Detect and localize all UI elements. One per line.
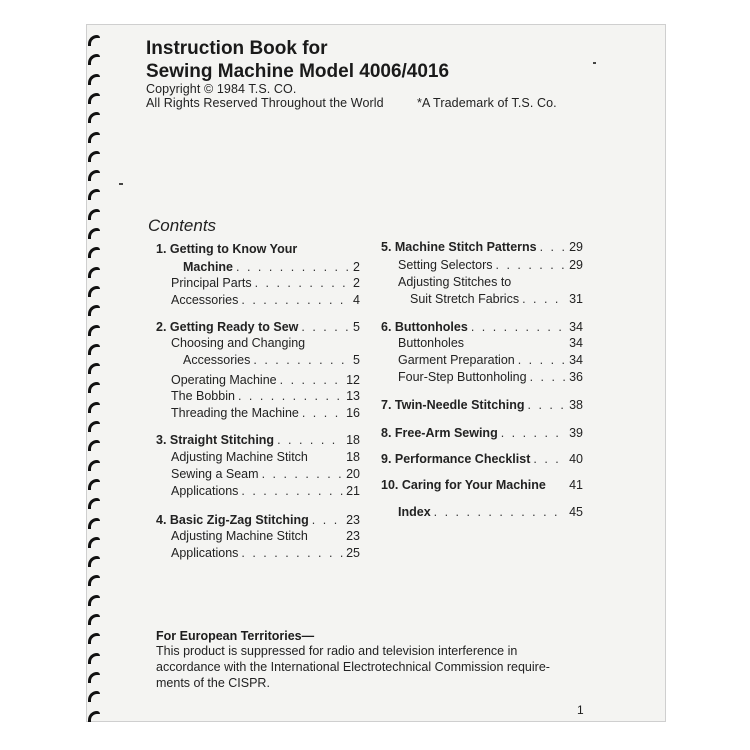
- binding-coil: [88, 189, 100, 200]
- notice-line: accordance with the International Electrotechnical Commission require-: [156, 660, 550, 674]
- rights-text: All Rights Reserved Throughout the World: [146, 96, 384, 110]
- toc-entry: [410, 292, 583, 306]
- toc-leader-dots: [434, 505, 566, 519]
- binding-coil: [88, 460, 100, 471]
- toc-entry-page: 38: [569, 398, 583, 412]
- binding-coil: [88, 93, 100, 104]
- binding-coil: [88, 267, 100, 278]
- toc-entry: [398, 353, 583, 367]
- binding-coil: [88, 518, 100, 529]
- toc-entry-page: 5: [353, 353, 360, 367]
- toc-entry-page: 16: [346, 406, 360, 420]
- toc-entry: [381, 426, 583, 440]
- toc-entry: [171, 529, 360, 543]
- toc-entry-page: 13: [346, 389, 360, 403]
- toc-entry-page: 36: [569, 370, 583, 384]
- toc-leader-dots: [301, 320, 350, 334]
- toc-entry: [171, 293, 360, 307]
- toc-entry-label: Threading the Machine: [171, 406, 299, 420]
- toc-entry-page: 2: [353, 260, 360, 274]
- toc-entry-label: 5. Machine Stitch Patterns: [381, 240, 537, 254]
- toc-leader-dots: [253, 353, 350, 367]
- scan-speck: [119, 183, 123, 185]
- binding-coil: [88, 228, 100, 239]
- toc-entry-label: Principal Parts: [171, 276, 252, 290]
- toc-entry: [171, 546, 360, 560]
- toc-entry: [171, 450, 360, 464]
- toc-entry-page: 4: [353, 293, 360, 307]
- toc-entry: [398, 275, 583, 289]
- toc-entry-page: 25: [346, 546, 360, 560]
- toc-entry: [398, 370, 583, 384]
- page-number: 1: [577, 703, 584, 717]
- binding-coil: [88, 653, 100, 664]
- binding-coil: [88, 672, 100, 683]
- toc-entry-label: Machine: [183, 260, 234, 274]
- toc-leader-dots: [302, 406, 343, 420]
- binding-coil: [88, 305, 100, 316]
- toc-entry-label: 3. Straight Stitching: [156, 433, 275, 447]
- binding-coil: [88, 421, 100, 432]
- binding-coil: [88, 595, 100, 606]
- binding-coil: [88, 614, 100, 625]
- toc-entry-label: 7. Twin-Needle Stitching: [381, 398, 525, 412]
- toc-entry-label: Buttonholes: [398, 336, 465, 350]
- binding-coil: [88, 556, 100, 567]
- copyright-text: Copyright © 1984 T.S. CO.: [146, 82, 297, 96]
- toc-entry-page: 40: [569, 452, 583, 466]
- toc-entry-label: Sewing a Seam: [171, 467, 259, 481]
- toc-entry-label: Applications: [171, 546, 239, 560]
- toc-entry: [156, 513, 360, 527]
- toc-leader-dots: [280, 373, 343, 387]
- binding-coil: [88, 247, 100, 258]
- notice-line: ments of the CISPR.: [156, 676, 270, 690]
- toc-entry-page: 18: [346, 450, 360, 464]
- toc-leader-dots: [241, 484, 343, 498]
- toc-entry-page: 45: [569, 505, 583, 519]
- toc-leader-dots: [528, 398, 567, 412]
- toc-leader-dots: [518, 353, 566, 367]
- toc-leader-dots: [533, 452, 566, 466]
- toc-entry-page: 34: [569, 336, 583, 350]
- toc-entry-label: Operating Machine: [171, 373, 277, 387]
- toc-entry: [171, 276, 360, 290]
- toc-entry-page: 39: [569, 426, 583, 440]
- toc-entry-label: 9. Performance Checklist: [381, 452, 531, 466]
- binding-coil: [88, 151, 100, 162]
- toc-leader-dots: [236, 260, 350, 274]
- toc-entry-label: 1. Getting to Know Your: [156, 242, 298, 256]
- toc-entry-label: Suit Stretch Fabrics: [410, 292, 520, 306]
- toc-entry-page: 23: [346, 513, 360, 527]
- toc-entry-label: Adjusting Machine Stitch: [171, 529, 308, 543]
- binding-coil: [88, 112, 100, 123]
- toc-leader-dots: [501, 426, 566, 440]
- binding-coil: [88, 132, 100, 143]
- toc-entry-page: 18: [346, 433, 360, 447]
- toc-entry-label: Four-Step Buttonholing: [398, 370, 527, 384]
- toc-entry-label: 2. Getting Ready to Sew: [156, 320, 299, 334]
- title-line-2: Sewing Machine Model 4006/4016: [146, 61, 450, 82]
- title-line-1: Instruction Book for: [146, 38, 328, 59]
- toc-entry: [381, 240, 583, 254]
- binding-coil: [88, 575, 100, 586]
- spiral-binding: [88, 35, 104, 725]
- toc-entry: [171, 373, 360, 387]
- toc-entry: [156, 320, 360, 334]
- toc-leader-dots: [312, 513, 343, 527]
- toc-entry-label: 8. Free-Arm Sewing: [381, 426, 498, 440]
- trademark-text: *A Trademark of T.S. Co.: [417, 96, 557, 110]
- toc-leader-dots: [277, 433, 343, 447]
- toc-leader-dots: [496, 258, 567, 272]
- toc-leader-dots: [255, 276, 350, 290]
- binding-coil: [88, 74, 100, 85]
- toc-entry: [171, 389, 360, 403]
- binding-coil: [88, 440, 100, 451]
- binding-coil: [88, 633, 100, 644]
- toc-entry-label: Accessories: [183, 353, 251, 367]
- toc-entry-page: 23: [346, 529, 360, 543]
- toc-leader-dots: [262, 467, 344, 481]
- toc-entry-label: 4. Basic Zig-Zag Stitching: [156, 513, 309, 527]
- binding-coil: [88, 344, 100, 355]
- toc-leader-dots: [540, 240, 566, 254]
- toc-leader-dots: [471, 320, 566, 334]
- toc-entry-label: 6. Buttonholes: [381, 320, 468, 334]
- toc-entry: [171, 406, 360, 420]
- scan-speck: [593, 62, 596, 64]
- toc-entry: [183, 353, 360, 367]
- toc-entry: [381, 320, 583, 334]
- toc-entry-label: Garment Preparation: [398, 353, 515, 367]
- toc-entry-page: 21: [346, 484, 360, 498]
- notice-line: This product is suppressed for radio and television interference in: [156, 644, 518, 658]
- toc-entry-page: 34: [569, 353, 583, 367]
- toc-entry-label: Choosing and Changing: [171, 336, 306, 350]
- toc-entry-page: 41: [569, 478, 583, 492]
- toc-entry-page: 31: [569, 292, 583, 306]
- binding-coil: [88, 498, 100, 509]
- toc-entry-page: 20: [346, 467, 360, 481]
- binding-coil: [88, 691, 100, 702]
- toc-entry: [156, 242, 360, 256]
- toc-entry: [398, 336, 583, 350]
- toc-entry-page: 29: [569, 240, 583, 254]
- toc-entry-label: Setting Selectors: [398, 258, 493, 272]
- toc-entry: [183, 260, 360, 274]
- toc-entry: [171, 467, 360, 481]
- toc-leader-dots: [241, 293, 350, 307]
- toc-leader-dots: [522, 292, 566, 306]
- contents-heading: Contents: [148, 216, 217, 235]
- toc-entry-label: The Bobbin: [171, 389, 235, 403]
- toc-entry: [171, 336, 360, 350]
- toc-entry: [156, 433, 360, 447]
- toc-entry-page: 29: [569, 258, 583, 272]
- toc-leader-dots: [238, 389, 343, 403]
- binding-coil: [88, 479, 100, 490]
- toc-entry-page: 12: [346, 373, 360, 387]
- toc-entry-page: 2: [353, 276, 360, 290]
- binding-coil: [88, 209, 100, 220]
- toc-leader-dots: [530, 370, 567, 384]
- toc-entry: [381, 398, 583, 412]
- binding-coil: [88, 382, 100, 393]
- notice-heading: For European Territories—: [156, 629, 315, 643]
- binding-coil: [88, 537, 100, 548]
- toc-entry-label: Adjusting Machine Stitch: [171, 450, 308, 464]
- binding-coil: [88, 286, 100, 297]
- binding-coil: [88, 54, 100, 65]
- binding-coil: [88, 402, 100, 413]
- toc-entry-page: 5: [353, 320, 360, 334]
- toc-entry: [171, 484, 360, 498]
- toc-entry-label: Index: [398, 505, 431, 519]
- binding-coil: [88, 170, 100, 181]
- toc-entry-label: Accessories: [171, 293, 239, 307]
- toc-entry: [398, 258, 583, 272]
- toc-leader-dots: [241, 546, 343, 560]
- binding-coil: [88, 325, 100, 336]
- toc-entry: [381, 478, 583, 492]
- binding-coil: [88, 711, 100, 722]
- toc-entry-label: Adjusting Stitches to: [398, 275, 512, 289]
- binding-coil: [88, 363, 100, 374]
- toc-entry-label: Applications: [171, 484, 239, 498]
- toc-entry: [381, 452, 583, 466]
- toc-entry-page: 34: [569, 320, 583, 334]
- binding-coil: [88, 35, 100, 46]
- toc-entry: [398, 505, 583, 519]
- toc-entry-label: 10. Caring for Your Machine: [381, 478, 546, 492]
